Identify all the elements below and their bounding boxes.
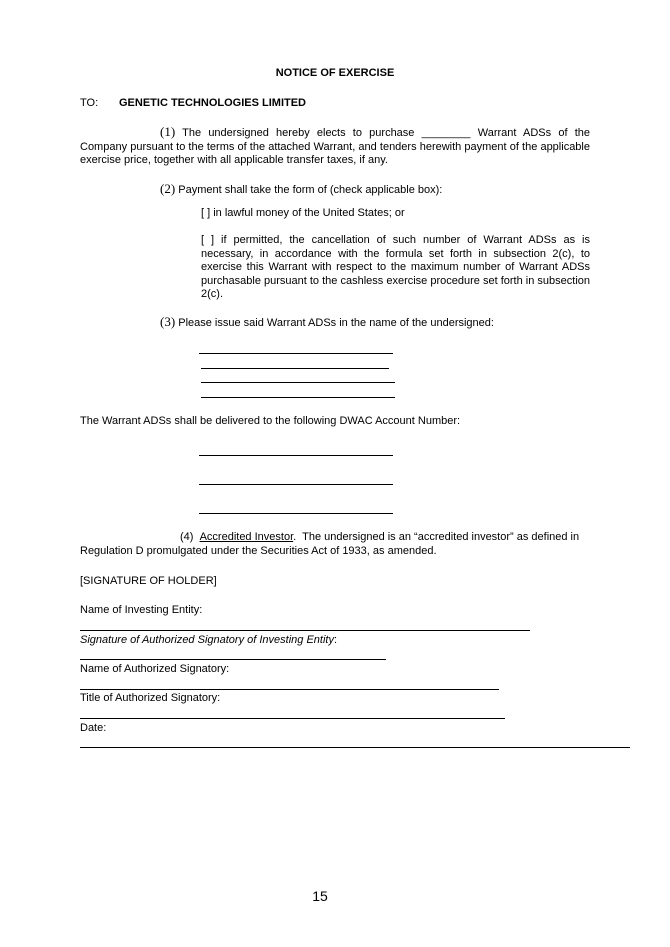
authorized-name-line[interactable] — [80, 689, 499, 690]
paragraph-3-text: Please issue said Warrant ADSs in the name of the undersigned: — [178, 317, 494, 329]
paragraph-2 — [160, 181, 442, 197]
dwac-line-3[interactable] — [199, 513, 393, 514]
payment-option-cash[interactable]: [ ] in lawful money of the United States; or — [201, 207, 405, 219]
signature-label — [80, 634, 337, 646]
investing-entity-label: Name of Investing Entity: — [80, 604, 203, 616]
paragraph-1-number: (1) — [160, 124, 176, 139]
payment-option-cashless[interactable]: [ ] if permitted, the cancellation of such number of Warrant ADSs as is necessary, in accordance with the formula set forth in subsection 2(c), to exercise this Warrant with respect to the maximum number of Warrant ADSs purchasable pursuant to the cashless exercise procedure set forth in subsection 2(c). — [201, 234, 590, 300]
paragraph-4-text: The undersigned is an “accredited investor” as defined in Regulation D promulgated under the Securities Act of 1933, as amended. — [80, 531, 580, 557]
paragraph-1-text: The undersigned hereby elects to purchase ________ Warrant ADSs of the Company pursuant to the terms of the attached Warrant, and tenders herewith payment of the applicable exercise price, together with all applicable transfer taxes, if any. — [80, 127, 590, 166]
dwac-line-1[interactable] — [199, 455, 393, 456]
authorized-name-label: Name of Authorized Signatory: — [80, 663, 230, 675]
accredited-investor-heading: Accredited Investor — [199, 531, 294, 543]
paragraph-4: (4) Accredited Investor. The undersigned is an “accredited investor” as defined in Regulation D promulgated under the Securities Act of 1933, as amended. — [80, 531, 580, 557]
signature-label-text: Signature of Authorized Signatory of Investing Entity — [80, 634, 334, 646]
page-title: NOTICE OF EXERCISE — [275, 67, 395, 79]
dwac-instruction: The Warrant ADSs shall be delivered to the following DWAC Account Number: — [80, 415, 461, 427]
paragraph-1 — [80, 125, 590, 168]
name-line-4[interactable] — [201, 397, 395, 398]
authorized-title-line[interactable] — [80, 718, 505, 719]
name-line-3[interactable] — [201, 382, 395, 383]
name-line-2[interactable] — [201, 368, 389, 369]
authorized-title-label: Title of Authorized Signatory: — [80, 692, 221, 704]
date-line[interactable] — [80, 747, 630, 748]
dwac-line-2[interactable] — [199, 484, 393, 485]
signature-heading: [SIGNATURE OF HOLDER] — [80, 575, 217, 587]
investing-entity-line[interactable] — [80, 630, 530, 631]
paragraph-4-number: (4) — [180, 531, 194, 543]
name-line-1[interactable] — [199, 353, 393, 354]
signature-label-colon: : — [333, 634, 338, 646]
page-number: 15 — [312, 888, 328, 904]
recipient-name: GENETIC TECHNOLOGIES LIMITED — [119, 97, 307, 109]
signature-line[interactable] — [80, 659, 386, 660]
paragraph-2-number: (2) — [160, 181, 176, 196]
paragraph-3 — [160, 314, 494, 330]
paragraph-2-text: Payment shall take the form of (check applicable box): — [178, 184, 443, 196]
to-label: TO: — [80, 97, 99, 109]
paragraph-3-number: (3) — [160, 314, 176, 329]
date-label: Date: — [80, 722, 107, 734]
